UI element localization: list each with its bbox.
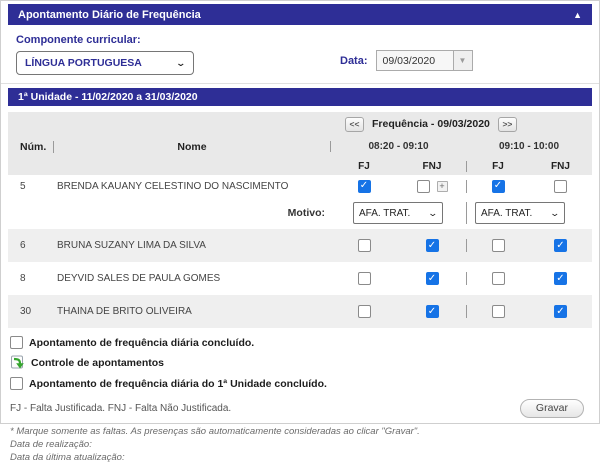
date-dropdown-button[interactable]: ▼ bbox=[454, 50, 473, 71]
p2-fnj-header: FNJ bbox=[551, 160, 570, 172]
chevron-down-icon: ⌄ bbox=[427, 207, 439, 218]
p2-fnj-checkbox[interactable] bbox=[554, 180, 567, 193]
p2-fj-checkbox[interactable] bbox=[492, 239, 505, 252]
col-period1-header: 08:20 - 09:10 bbox=[330, 141, 466, 152]
p1-fj-header: FJ bbox=[358, 160, 370, 172]
date-combo[interactable] bbox=[376, 50, 473, 71]
table-row bbox=[8, 229, 592, 262]
column-header-row bbox=[8, 136, 592, 157]
daily-done-label: Apontamento de frequência diária concluído. bbox=[29, 336, 255, 349]
p2-fnj-checkbox[interactable] bbox=[554, 272, 567, 285]
chevron-down-icon: ⌄ bbox=[175, 57, 187, 68]
motivo-select-period1[interactable] bbox=[353, 202, 443, 224]
p2-fj-checkbox[interactable] bbox=[492, 305, 505, 318]
footer bbox=[8, 328, 592, 464]
motivo-select-value: AFA. TRAT. bbox=[359, 207, 411, 219]
date-input[interactable]: 09/03/2020 bbox=[376, 50, 454, 71]
row-num: 30 bbox=[20, 306, 32, 317]
p2-fnj-checkbox[interactable] bbox=[554, 305, 567, 318]
p1-fj-checkbox[interactable] bbox=[358, 272, 371, 285]
unit-done-checkbox[interactable] bbox=[10, 377, 23, 390]
page-title: Apontamento Diário de Frequência bbox=[18, 8, 201, 21]
unit-bar-label: 1ª Unidade - 11/02/2020 a 31/03/2020 bbox=[18, 91, 198, 103]
expand-icon[interactable]: + bbox=[437, 181, 448, 192]
row-name: THAINA DE BRITO OLIVEIRA bbox=[57, 306, 192, 317]
motivo-row bbox=[8, 197, 592, 229]
table-body bbox=[8, 175, 592, 328]
row-name: DEYVID SALES DE PAULA GOMES bbox=[57, 273, 221, 284]
p1-fnj-header: FNJ bbox=[422, 160, 442, 172]
fj-fnj-header-row bbox=[8, 157, 592, 175]
motivo-label: Motivo: bbox=[287, 207, 325, 219]
unit-bar bbox=[8, 88, 592, 106]
filter-form bbox=[8, 25, 592, 83]
prev-day-button[interactable]: << bbox=[345, 117, 364, 132]
p1-fnj-checkbox[interactable] bbox=[426, 305, 439, 318]
p2-fj-checkbox[interactable] bbox=[492, 272, 505, 285]
row-num: 6 bbox=[20, 240, 26, 251]
table-row bbox=[8, 175, 592, 197]
table-row bbox=[8, 262, 592, 295]
collapse-panel-icon[interactable]: ▲ bbox=[573, 9, 582, 20]
control-report-icon bbox=[10, 355, 26, 371]
frequency-title: Frequência - 09/03/2020 bbox=[372, 118, 490, 130]
col-period2-header: 09:10 - 10:00 bbox=[498, 141, 560, 152]
row-num: 5 bbox=[20, 180, 26, 192]
panel-header bbox=[8, 4, 592, 25]
p2-fj-checkbox[interactable] bbox=[492, 180, 505, 193]
next-day-button[interactable]: >> bbox=[498, 117, 517, 132]
row-name: BRENDA KAUANY CELESTINO DO NASCIMENTO bbox=[57, 180, 289, 192]
component-select[interactable] bbox=[16, 51, 194, 75]
p1-fj-checkbox[interactable] bbox=[358, 305, 371, 318]
chevron-down-icon: ⌄ bbox=[549, 207, 561, 218]
p1-fnj-checkbox[interactable] bbox=[426, 272, 439, 285]
component-select-value: LÍNGUA PORTUGUESA bbox=[25, 57, 142, 69]
date-updated-label: Data da última atualização: bbox=[10, 452, 125, 463]
p1-fnj-checkbox[interactable] bbox=[426, 239, 439, 252]
col-num-header: Núm. bbox=[20, 140, 47, 153]
date-done-label: Data de realização: bbox=[10, 439, 92, 450]
frequency-nav bbox=[8, 112, 592, 136]
separator bbox=[1, 83, 599, 84]
p2-fnj-checkbox[interactable] bbox=[554, 239, 567, 252]
save-button[interactable]: Gravar bbox=[520, 399, 584, 418]
component-label: Componente curricular: bbox=[16, 34, 141, 46]
p1-fj-checkbox[interactable] bbox=[358, 239, 371, 252]
unit-done-label: Apontamento de frequência diária do 1ª Unidade concluído. bbox=[29, 377, 327, 390]
note-text: * Marque somente as faltas. As presenças são automaticamente consideradas ao clicar "Gravar". bbox=[10, 426, 420, 437]
motivo-select-value: AFA. TRAT. bbox=[481, 207, 533, 219]
col-name-header: Nome bbox=[53, 141, 330, 153]
row-name: BRUNA SUZANY LIMA DA SILVA bbox=[57, 240, 206, 251]
legend-text: FJ - Falta Justificada. FNJ - Falta Não Justificada. bbox=[10, 403, 232, 414]
date-label: Data: bbox=[340, 54, 368, 67]
control-link[interactable]: Controle de apontamentos bbox=[31, 357, 165, 369]
table-header bbox=[8, 112, 592, 175]
row-num: 8 bbox=[20, 273, 26, 284]
p2-fj-header: FJ bbox=[466, 161, 529, 172]
motivo-select-period2[interactable] bbox=[475, 202, 565, 224]
p1-fj-checkbox[interactable] bbox=[358, 180, 371, 193]
p1-fnj-checkbox[interactable] bbox=[417, 180, 430, 193]
attendance-table bbox=[8, 112, 592, 328]
daily-done-checkbox[interactable] bbox=[10, 336, 23, 349]
table-row bbox=[8, 295, 592, 328]
